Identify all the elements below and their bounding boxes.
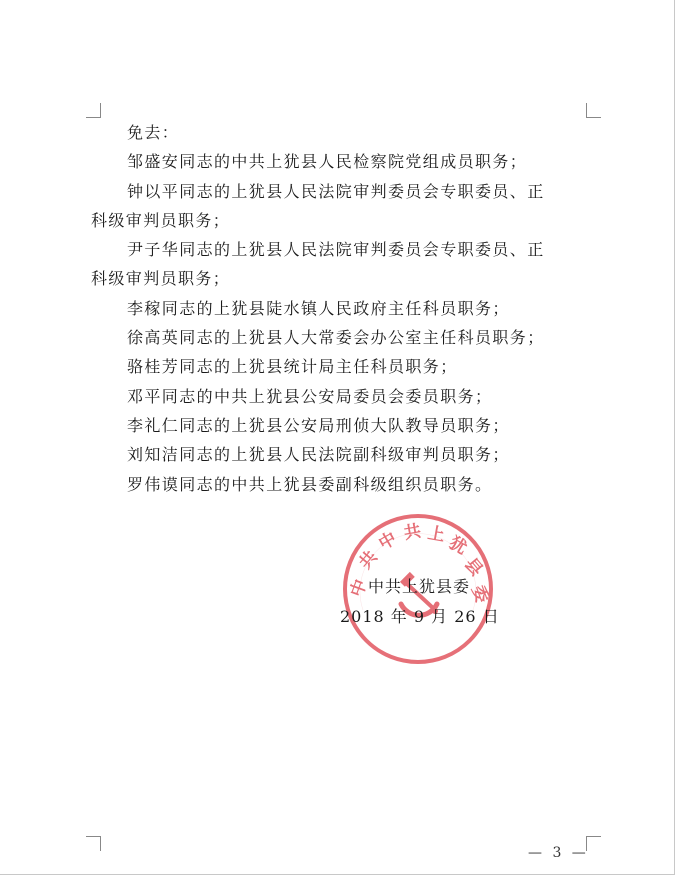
- list-item-continuation: 科级审判员职务；: [91, 269, 231, 289]
- issue-date: 2018 年 9 月 26 日: [340, 607, 500, 626]
- page-number: — 3 —: [528, 845, 589, 861]
- crop-mark-top-right: [586, 103, 601, 118]
- svg-text:中: 中: [375, 528, 401, 555]
- svg-text:委: 委: [467, 582, 492, 606]
- document-body: [91, 118, 591, 499]
- list-item: 尹子华同志的上犹县人民法院审判委员会专职委员、正: [127, 240, 545, 260]
- signature-block: [340, 572, 510, 632]
- svg-text:共: 共: [402, 521, 423, 544]
- list-item: 骆桂芳同志的上犹县统计局主任科员职务；: [127, 357, 458, 377]
- list-item: 邹盛安同志的中共上犹县人民检察院党组成员职务；: [127, 152, 528, 172]
- svg-text:上: 上: [426, 523, 447, 546]
- svg-text:共: 共: [355, 547, 382, 574]
- svg-text:犹: 犹: [445, 533, 471, 559]
- list-item: 刘知洁同志的上犹县人民法院副科级审判员职务；: [127, 445, 510, 465]
- list-item: 李稼同志的上犹县陡水镇人民政府主任科员职务；: [127, 298, 510, 318]
- issuing-organization: 中共上犹县委: [368, 577, 471, 596]
- list-item: 邓平同志的中共上犹县公安局委员会委员职务；: [127, 386, 493, 406]
- section-heading: 免去：: [127, 123, 180, 142]
- list-item: 罗伟谟同志的中共上犹县委副科级组织员职务。: [127, 474, 493, 494]
- svg-text:中: 中: [346, 576, 372, 600]
- list-item-continuation: 科级审判员职务；: [91, 210, 231, 230]
- list-item: 徐高英同志的上犹县人大常委会办公室主任科员职务；: [127, 328, 545, 348]
- svg-text:县: 县: [460, 554, 487, 581]
- list-item: 李礼仁同志的上犹县公安局刑侦大队教导员职务；: [127, 415, 510, 435]
- crop-mark-bottom-left: [86, 836, 101, 851]
- list-item: 钟以平同志的上犹县人民法院审判委员会专职委员、正: [127, 181, 545, 201]
- crop-mark-top-left: [86, 103, 101, 118]
